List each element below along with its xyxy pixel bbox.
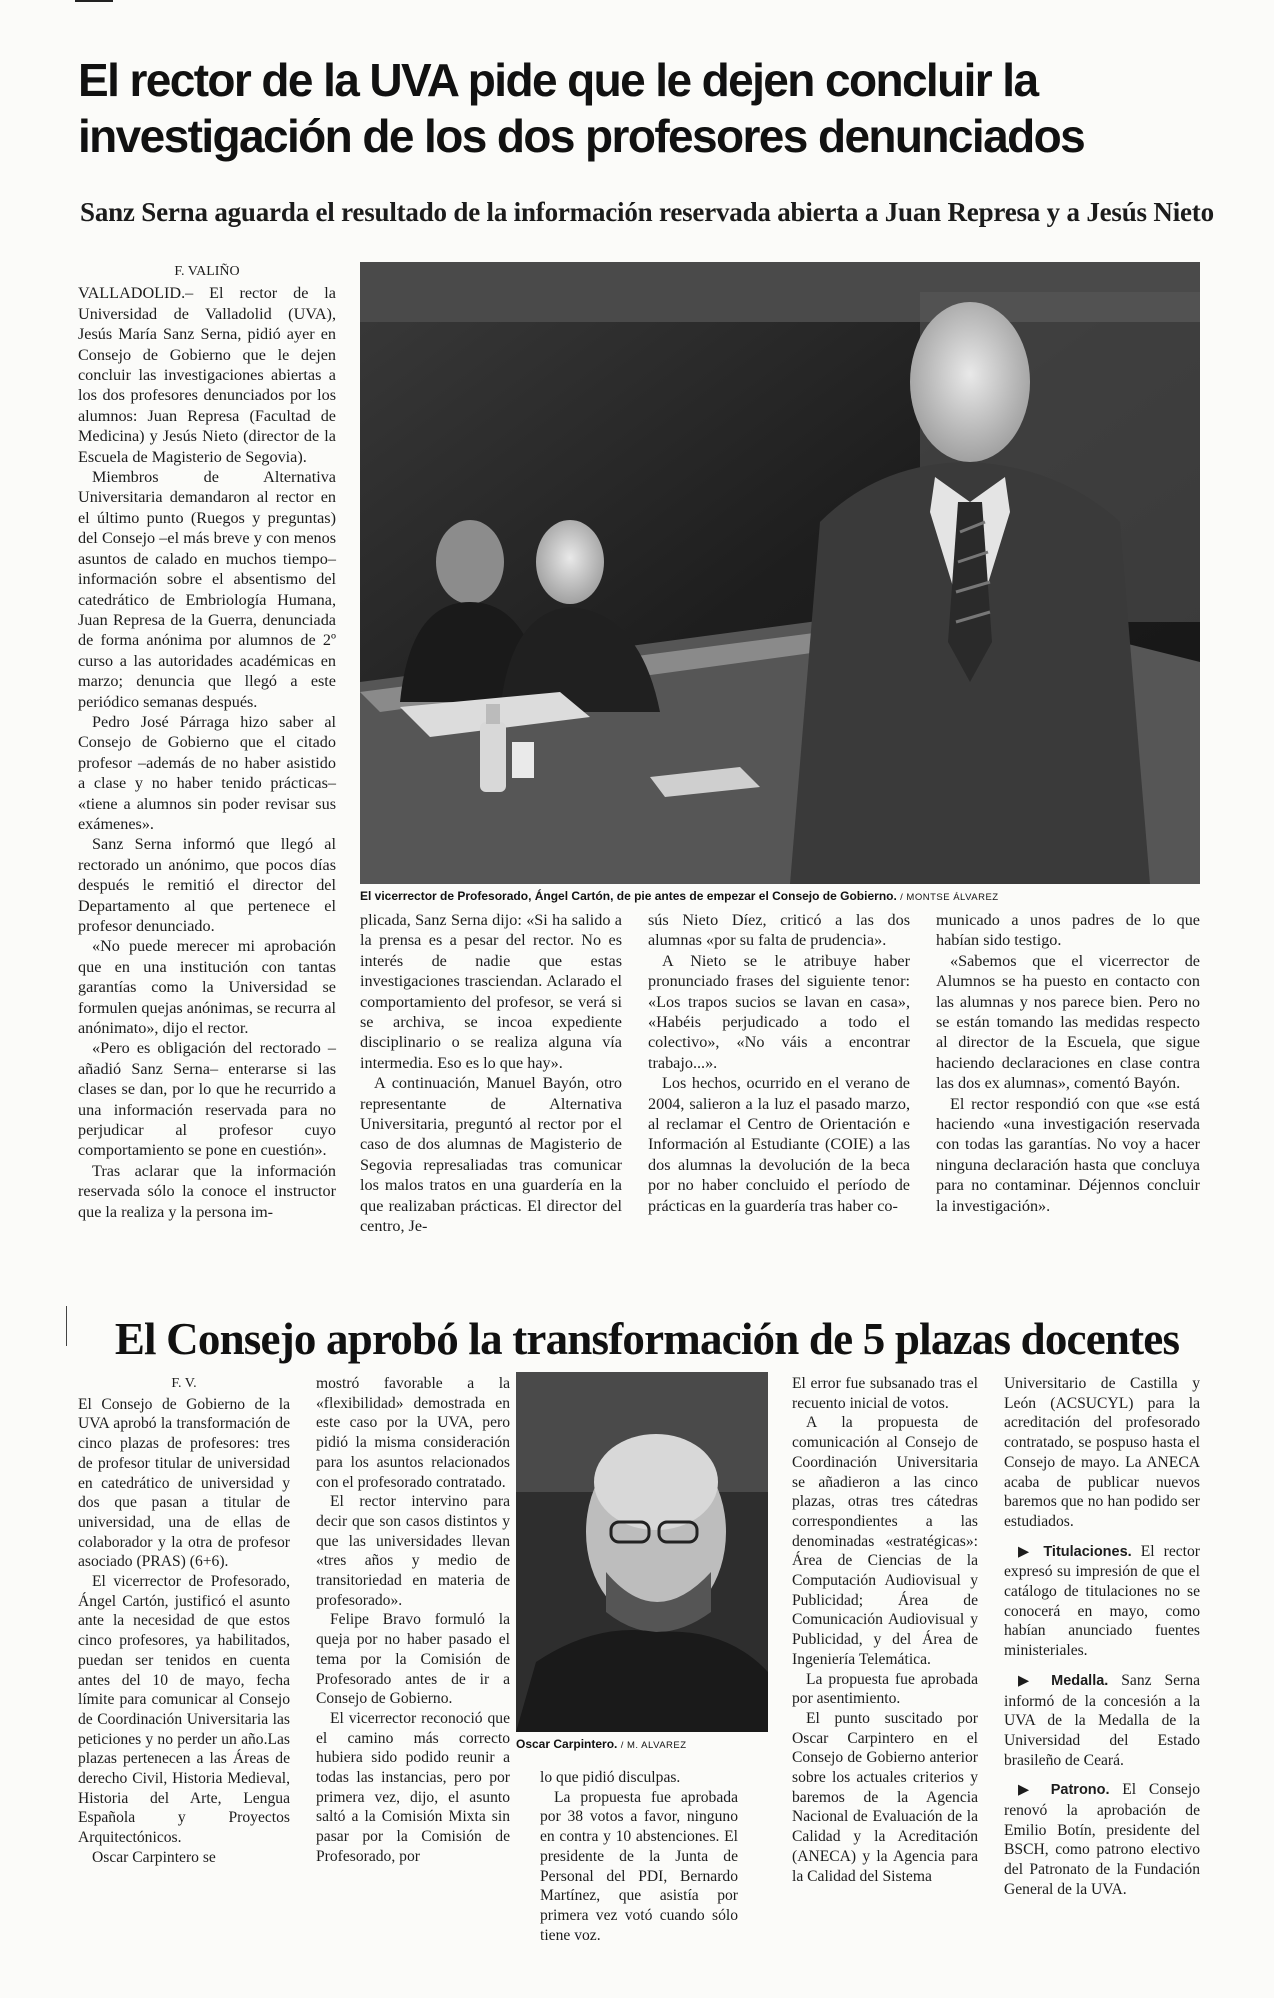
paragraph: sús Nieto Díez, criticó a las dos alumnas «por su falta de prudencia». bbox=[648, 911, 910, 950]
portrait-photo-illustration bbox=[516, 1372, 768, 1732]
paragraph: VALLADOLID.– El rector de la Universidad de Valladolid (UVA), Jesús María Sanz Serna, pidió ayer en Consejo de Gobierno que le dejen concluir las investigaciones abiertas a los dos profesores denunciados por los alumnos: Juan Represa (Facultad de Medicina) y Jesús Nieto (director de la Escuela de Magisterio de Segovia). bbox=[78, 284, 336, 466]
article1-photo-caption bbox=[360, 888, 1200, 906]
article1-column-4 bbox=[936, 910, 1200, 1216]
paragraph: El error fue subsanado tras el recuento inicial de votos. bbox=[792, 1375, 978, 1412]
caption-text: Oscar Carpintero. bbox=[516, 1737, 618, 1751]
brief-text: El Consejo renovó la aprobación de Emilio Botín, presidente del BSCH, como patrono electivo del Patronato de la Fundación General de la UVA. bbox=[1004, 1781, 1200, 1898]
article2-column-3 bbox=[540, 1768, 738, 1945]
paragraph: Felipe Bravo formuló la queja por no haber pasado el tema por la Comisión de Profesorado antes de ir a Consejo de Gobierno. bbox=[316, 1611, 510, 1708]
brief-titulaciones bbox=[1004, 1542, 1200, 1661]
article2-column-5 bbox=[1004, 1374, 1200, 1900]
paragraph: municado a unos padres de lo que habían sido testigo. bbox=[936, 911, 1200, 950]
article1-column-3 bbox=[648, 910, 910, 1216]
paragraph: Oscar Carpintero se bbox=[92, 1848, 216, 1866]
article2-photo bbox=[516, 1372, 768, 1732]
paragraph: Tras aclarar que la información reservada sólo la conoce el instructor que la realiza y la persona im- bbox=[78, 1161, 336, 1221]
brief-text: El rector expresó su impresión de que el catálogo de titulaciones no se conocerá en mayo, como habían anunciado fuentes ministeriales. bbox=[1004, 1542, 1200, 1660]
paragraph: El punto suscitado por Oscar Carpintero en el Consejo de Gobierno anterior sobre los actuales criterios y baremos de la Agencia Nacional de Evaluación de la Calidad y la Acreditación (ANECA) y la Agencia para la Calidad del Sistema bbox=[792, 1709, 978, 1885]
brief-text: Sanz Serna informó de la concesión a la UVA de la Medalla de la Universidad del Estado brasileño de Ceará. bbox=[1004, 1671, 1200, 1769]
paragraph: Universitario de Castilla y León (ACSUCYL) para la acreditación del profesorado contratado, se pospuso hasta el Consejo de mayo. La ANECA acaba de publicar nuevos baremos que no han podido ser estudiados. bbox=[1004, 1375, 1200, 1530]
play-marker-icon: ▶ bbox=[1018, 1672, 1039, 1689]
article1-photo bbox=[360, 262, 1200, 884]
top-rule bbox=[75, 0, 113, 2]
article1-column-1 bbox=[78, 262, 336, 1222]
article2-headline: El Consejo aprobó la transformación de 5 plazas docentes bbox=[114, 1314, 1180, 1364]
paragraph: plicada, Sanz Serna dijo: «Si ha salido a la prensa es a pesar del rector. No es interés de nadie que estas investigaciones trasciendan. Aclarado el comportamiento del profesor, se verá si se archiva, se incoa expediente disciplinario o se realiza alguna vía intermedia. Eso es lo que hay». bbox=[360, 911, 622, 1072]
article-headline: El rector de la UVA pide que le dejen concluir la investigación de los dos profesores denunciados bbox=[78, 54, 1085, 162]
paragraph: A continuación, Manuel Bayón, otro representante de Alternativa Universitaria, preguntó al rector por el caso de dos alumnas de Magisterio de Segovia represaliadas tras comunicar los malos tratos en una guardería en la que realizaban prácticas. El director del centro, Je- bbox=[360, 1074, 622, 1236]
section-divider bbox=[66, 1306, 67, 1346]
meeting-photo-illustration bbox=[360, 262, 1200, 884]
play-marker-icon: ▶ bbox=[1018, 1782, 1038, 1799]
paragraph: La propuesta fue aprobada por asentimiento. bbox=[792, 1670, 978, 1708]
paragraph: A la propuesta de comunicación al Consejo de Coordinación Universitaria se añadieron a las cinco plazas, otras tres cátedras correspondientes a las denominadas «estratégicas»: Área de Ciencias de la Computación Audiovisual y Publicidad; Área de Comunicación Audiovisual y Publicidad, y del Área de Ingeniería Telemática. bbox=[792, 1414, 978, 1668]
article1-column-2 bbox=[360, 910, 622, 1237]
paragraph: El rector intervino para decir que son casos distintos y que las universidades llevan «tres años y medio de transitoriedad en materia de profesorado». bbox=[316, 1493, 510, 1609]
caption-text: El vicerrector de Profesorado, Ángel Cartón, de pie antes de empezar el Consejo de Gobierno. bbox=[360, 889, 897, 903]
paragraph: Miembros de Alternativa Universitaria demandaron al rector en el último punto (Ruegos y preguntas) del Consejo –el más breve y con menos asuntos de calado en muchos tiempo– información sobre el absentismo del catedrático de Embriología Humana, Juan Represa de la Guerra, denunciada de forma anónima por alumnos de 2º curso a las autoridades académicas en marzo; denuncia que llegó a este periódico semanas después. bbox=[78, 468, 336, 711]
photo-credit: / M. ALVAREZ bbox=[620, 1740, 687, 1751]
paragraph: lo que pidió disculpas. bbox=[540, 1769, 681, 1786]
brief-keyword: Patrono. bbox=[1050, 1782, 1110, 1799]
paragraph: mostró favorable a la «flexibilidad» demostrada en este caso por la UVA, pero pidió la misma consideración para los asuntos relacionados con el profesorado contratado. bbox=[316, 1375, 510, 1491]
byline: F. V. bbox=[171, 1376, 197, 1391]
paragraph: Pedro José Párraga hizo saber al Consejo de Gobierno que el citado profesor –además de no haber asistido a clase y no haber tenido prácticas– «tiene a alumnos sin poder revisar sus exámenes». bbox=[78, 712, 336, 833]
byline: F. VALIÑO bbox=[174, 264, 240, 279]
play-marker-icon: ▶ bbox=[1018, 1543, 1035, 1560]
paragraph: El Consejo de Gobierno de la UVA aprobó la transformación de cinco plazas de profesores: tres de profesor titular de universidad en catedrático de universidad y dos que pasan a titular de universidad, una de ellas de colaborador y la otra de profesor asociado (PRAS) (6+6). bbox=[78, 1395, 290, 1571]
paragraph: «Sabemos que el vicerrector de Alumnos se ha puesto en contacto con las alumnas y nos parece bien. Pero no se están tomando las medidas respecto al director de la Escuela, que sigue haciendo declaraciones en clase contra las dos ex alumnas», comentó Bayón. bbox=[936, 951, 1200, 1093]
paragraph: Sanz Serna informó que llegó al rectorado un anónimo, que pocos días después le remitió el director del Departamento al que pertenece el profesor denunciado. bbox=[78, 835, 336, 935]
paragraph: Los hechos, ocurrido en el verano de 2004, salieron a la luz el pasado marzo, al reclamar el Centro de Orientación e Información al Estudiante (COIE) a las dos alumnas la devolución de la beca por no haber concluido el período de prácticas en la guardería tras haber co- bbox=[648, 1074, 910, 1215]
article2-column-1 bbox=[78, 1374, 290, 1868]
article2-photo-caption bbox=[516, 1736, 768, 1754]
paragraph: El vicerrector de Profesorado, Ángel Cartón, justificó el asunto ante la necesidad de que estos cinco profesores, ya habilitados, puedan ser tenidos en cuenta antes del 10 de mayo, fecha límite para comunicar al Consejo de Coordinación Universitaria las peticiones y no perder un año.Las plazas pertenecen a las Áreas de derecho Civil, Historia Medieval, Historia del Arte, Lengua Española y Proyectos Arquitectónicos. bbox=[78, 1573, 290, 1847]
brief-patrono bbox=[1004, 1780, 1200, 1899]
article-subheadline: Sanz Serna aguarda el resultado de la información reservada abierta a Juan Represa y a Jesús Nieto bbox=[80, 197, 1214, 227]
article2-column-2 bbox=[316, 1374, 510, 1867]
paragraph: A Nieto se le atribuye haber pronunciado frases del siguiente tenor: «Los trapos sucios se lavan en casa», «Habéis perjudicado a todo el colectivo», «No váis a encontrar trabajo...». bbox=[648, 951, 910, 1072]
paragraph: La propuesta fue aprobada por 38 votos a favor, ninguno en contra y 10 abstenciones. El presidente de la Junta de Personal del PDI, Bernardo Martínez, que asistía por primera vez votó cuando sólo tiene voz. bbox=[540, 1788, 738, 1944]
paragraph: «No puede merecer mi aprobación que en una institución con tantas garantías como la Universidad se formulen quejas anónimas, se recurra al anónimato», dijo el rector. bbox=[78, 937, 336, 1038]
photo-credit: / MONTSE ÁLVAREZ bbox=[900, 892, 999, 903]
paragraph: El rector respondió con que «se está haciendo «una investigación reservada con todas las garantías. No voy a hacer ninguna declaración hasta que concluya para no contaminar. Déjennos concluir la investigación». bbox=[936, 1094, 1200, 1215]
brief-medalla bbox=[1004, 1671, 1200, 1771]
brief-keyword: Titulaciones. bbox=[1043, 1543, 1132, 1560]
paragraph: «Pero es obligación del rectorado –añadió Sanz Serna– enterarse si las clases se dan, por lo que he recurrido a una información reservada para no perjudicar al profesor cuyo comportamiento se pone en cuestión». bbox=[78, 1039, 336, 1160]
article2-column-4 bbox=[792, 1374, 978, 1886]
paragraph: El vicerrector reconoció que el camino más correcto hubiera sido podido reunir a todas las instancias, pero por primera vez, dijo, el asunto saltó a la Comisión Mixta sin pasar por la Comisión de Profesorado, por bbox=[316, 1709, 510, 1865]
brief-keyword: Medalla. bbox=[1051, 1672, 1109, 1689]
